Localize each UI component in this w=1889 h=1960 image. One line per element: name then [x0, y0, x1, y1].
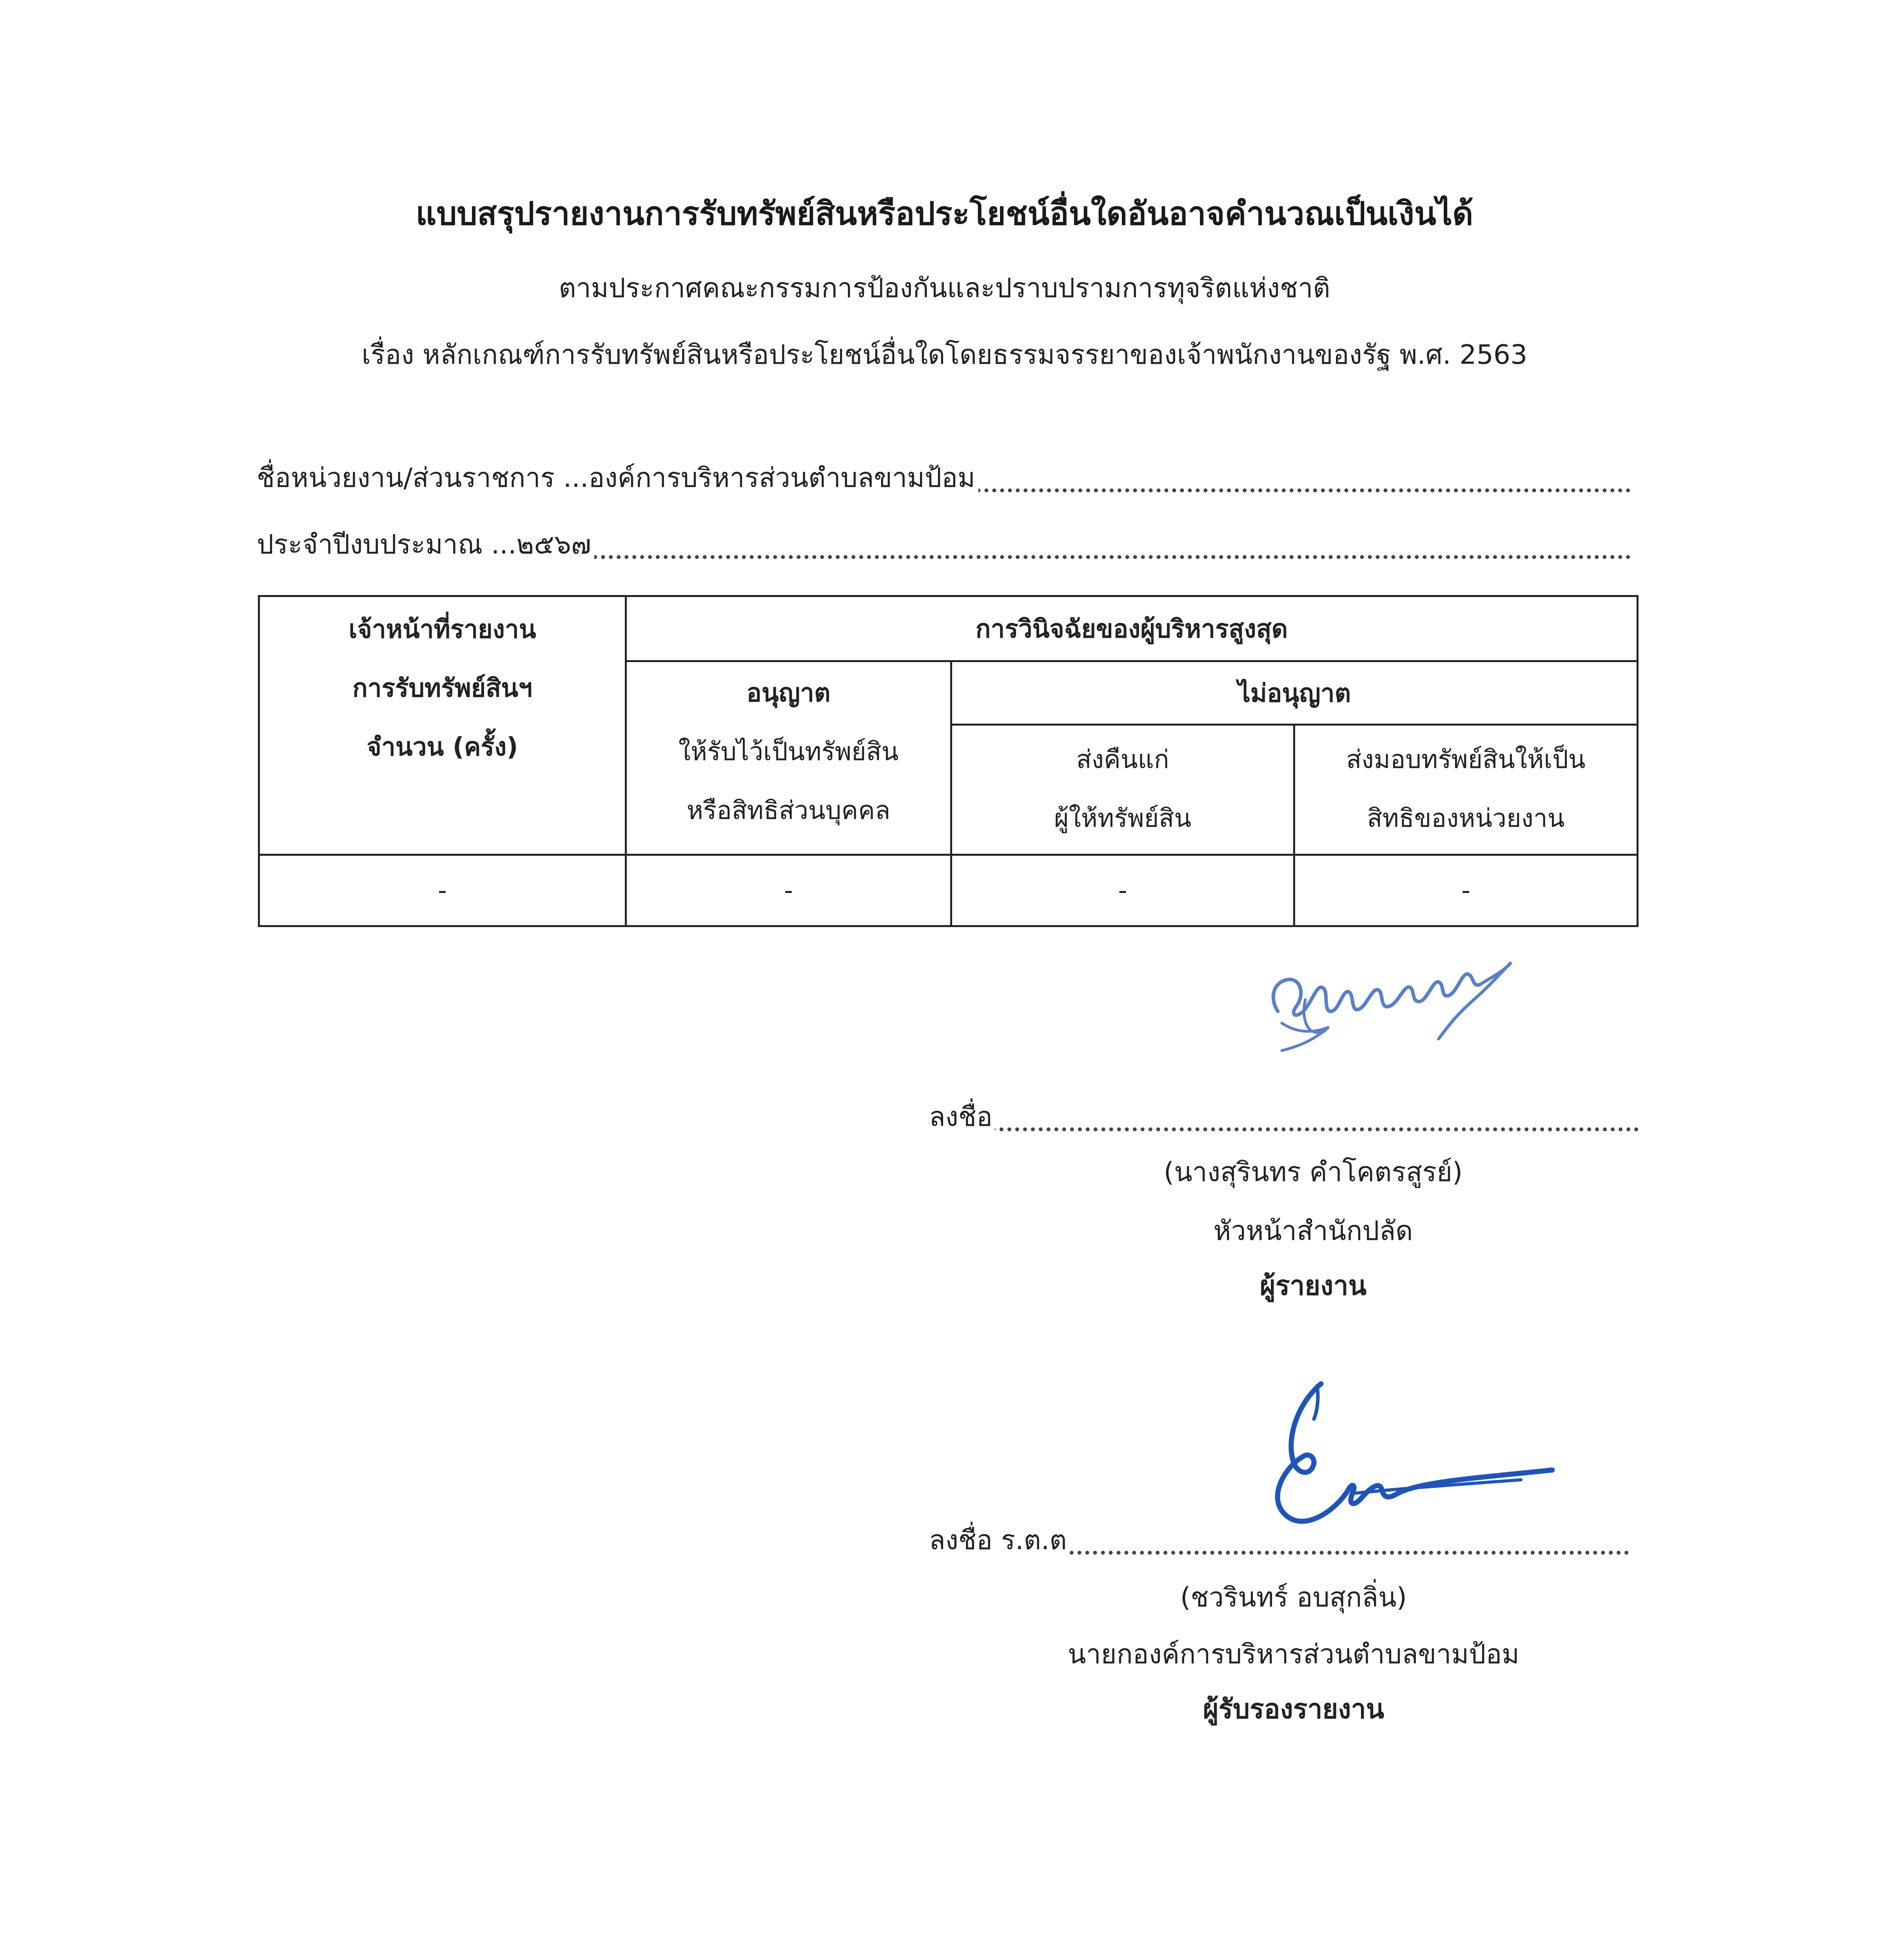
agency-field: [257, 459, 1631, 502]
report-summary-table: [258, 595, 1639, 927]
header-officer-line1: เจ้าหน้าที่รายงาน: [348, 615, 536, 644]
certifier-name: (ชวรินทร์ อบสุกลิ่น): [1180, 1582, 1407, 1613]
header-cell-return: [951, 725, 1294, 855]
table-cell-officer-count: -: [259, 855, 626, 926]
header-officer-line2: การรับทรัพย์สินฯ: [352, 674, 533, 703]
reporter-sign-line: [929, 1098, 1639, 1141]
header-officer-line3: จำนวน (ครั้ง): [367, 733, 518, 762]
fiscal-year-field: [257, 525, 1631, 568]
header-return-line2: ผู้ให้ทรัพย์สิน: [1054, 804, 1191, 833]
reporter-role: ผู้รายงาน: [1259, 1270, 1367, 1301]
header-transfer-line1: ส่งมอบทรัพย์สินให้เป็น: [1346, 745, 1586, 774]
reporter-name: (นางสุรินทร คำโคตรสูรย์): [1163, 1157, 1463, 1188]
header-cell-officer-count: [259, 596, 626, 855]
header-allow-desc-line2: หรือสิทธิส่วนบุคคล: [686, 796, 891, 825]
document-subtitle-subject: เรื่อง หลักเกณฑ์การรับทรัพย์สินหรือประโยชน์อื่นใดโดยธรรมจรรยาของเจ้าพนักงานของรัฐ พ.ศ. 2563: [361, 339, 1528, 370]
header-allow-label: อนุญาต: [746, 679, 831, 708]
reporter-position: หัวหน้าสำนักปลัด: [1213, 1216, 1413, 1247]
header-cell-transfer: [1294, 725, 1638, 855]
document-title: แบบสรุปรายงานการรับทรัพย์สินหรือประโยชน์อื่นใดอันอาจคำนวณเป็นเงินได้: [416, 195, 1473, 232]
certifier-role: ผู้รับรองรายงาน: [1203, 1694, 1385, 1725]
header-disallow-label: ไม่อนุญาต: [1238, 679, 1351, 708]
dotted-line: [929, 1127, 1639, 1131]
certifier-sign-label: ลงชื่อ ร.ต.ต: [929, 1525, 1069, 1556]
table-cell-allow: -: [626, 855, 951, 926]
certifier-position: นายกองค์การบริหารส่วนตำบลขามป้อม: [1068, 1639, 1519, 1670]
header-cell-decision: [626, 596, 1638, 661]
header-transfer-line2: สิทธิของหน่วยงาน: [1367, 804, 1565, 833]
header-decision-label: การวินิจฉัยของผู้บริหารสูงสุด: [975, 614, 1288, 644]
reporter-signature-icon: [1254, 882, 1521, 1109]
header-cell-allow: [626, 661, 951, 855]
agency-field-text: ชื่อหน่วยงาน/ส่วนราชการ ...องค์การบริหารส่วนตำบลขามป้อม: [257, 463, 978, 494]
table-cell-transfer: -: [1294, 855, 1638, 926]
fiscal-year-field-text: ประจำปีงบประมาณ ...๒๕๖๗: [257, 529, 594, 560]
header-cell-disallow: [951, 661, 1638, 725]
reporter-sign-label: ลงชื่อ: [929, 1102, 995, 1132]
certifier-sign-line: [929, 1521, 1629, 1564]
table-cell-return: -: [951, 855, 1294, 926]
document-subtitle-announcement: ตามประกาศคณะกรรมการป้องกันและปราบปรามการทุจริตแห่งชาติ: [559, 273, 1330, 304]
header-allow-desc-line1: ให้รับไว้เป็นทรัพย์สิน: [678, 737, 899, 766]
header-return-line1: ส่งคืนแก่: [1076, 745, 1169, 774]
